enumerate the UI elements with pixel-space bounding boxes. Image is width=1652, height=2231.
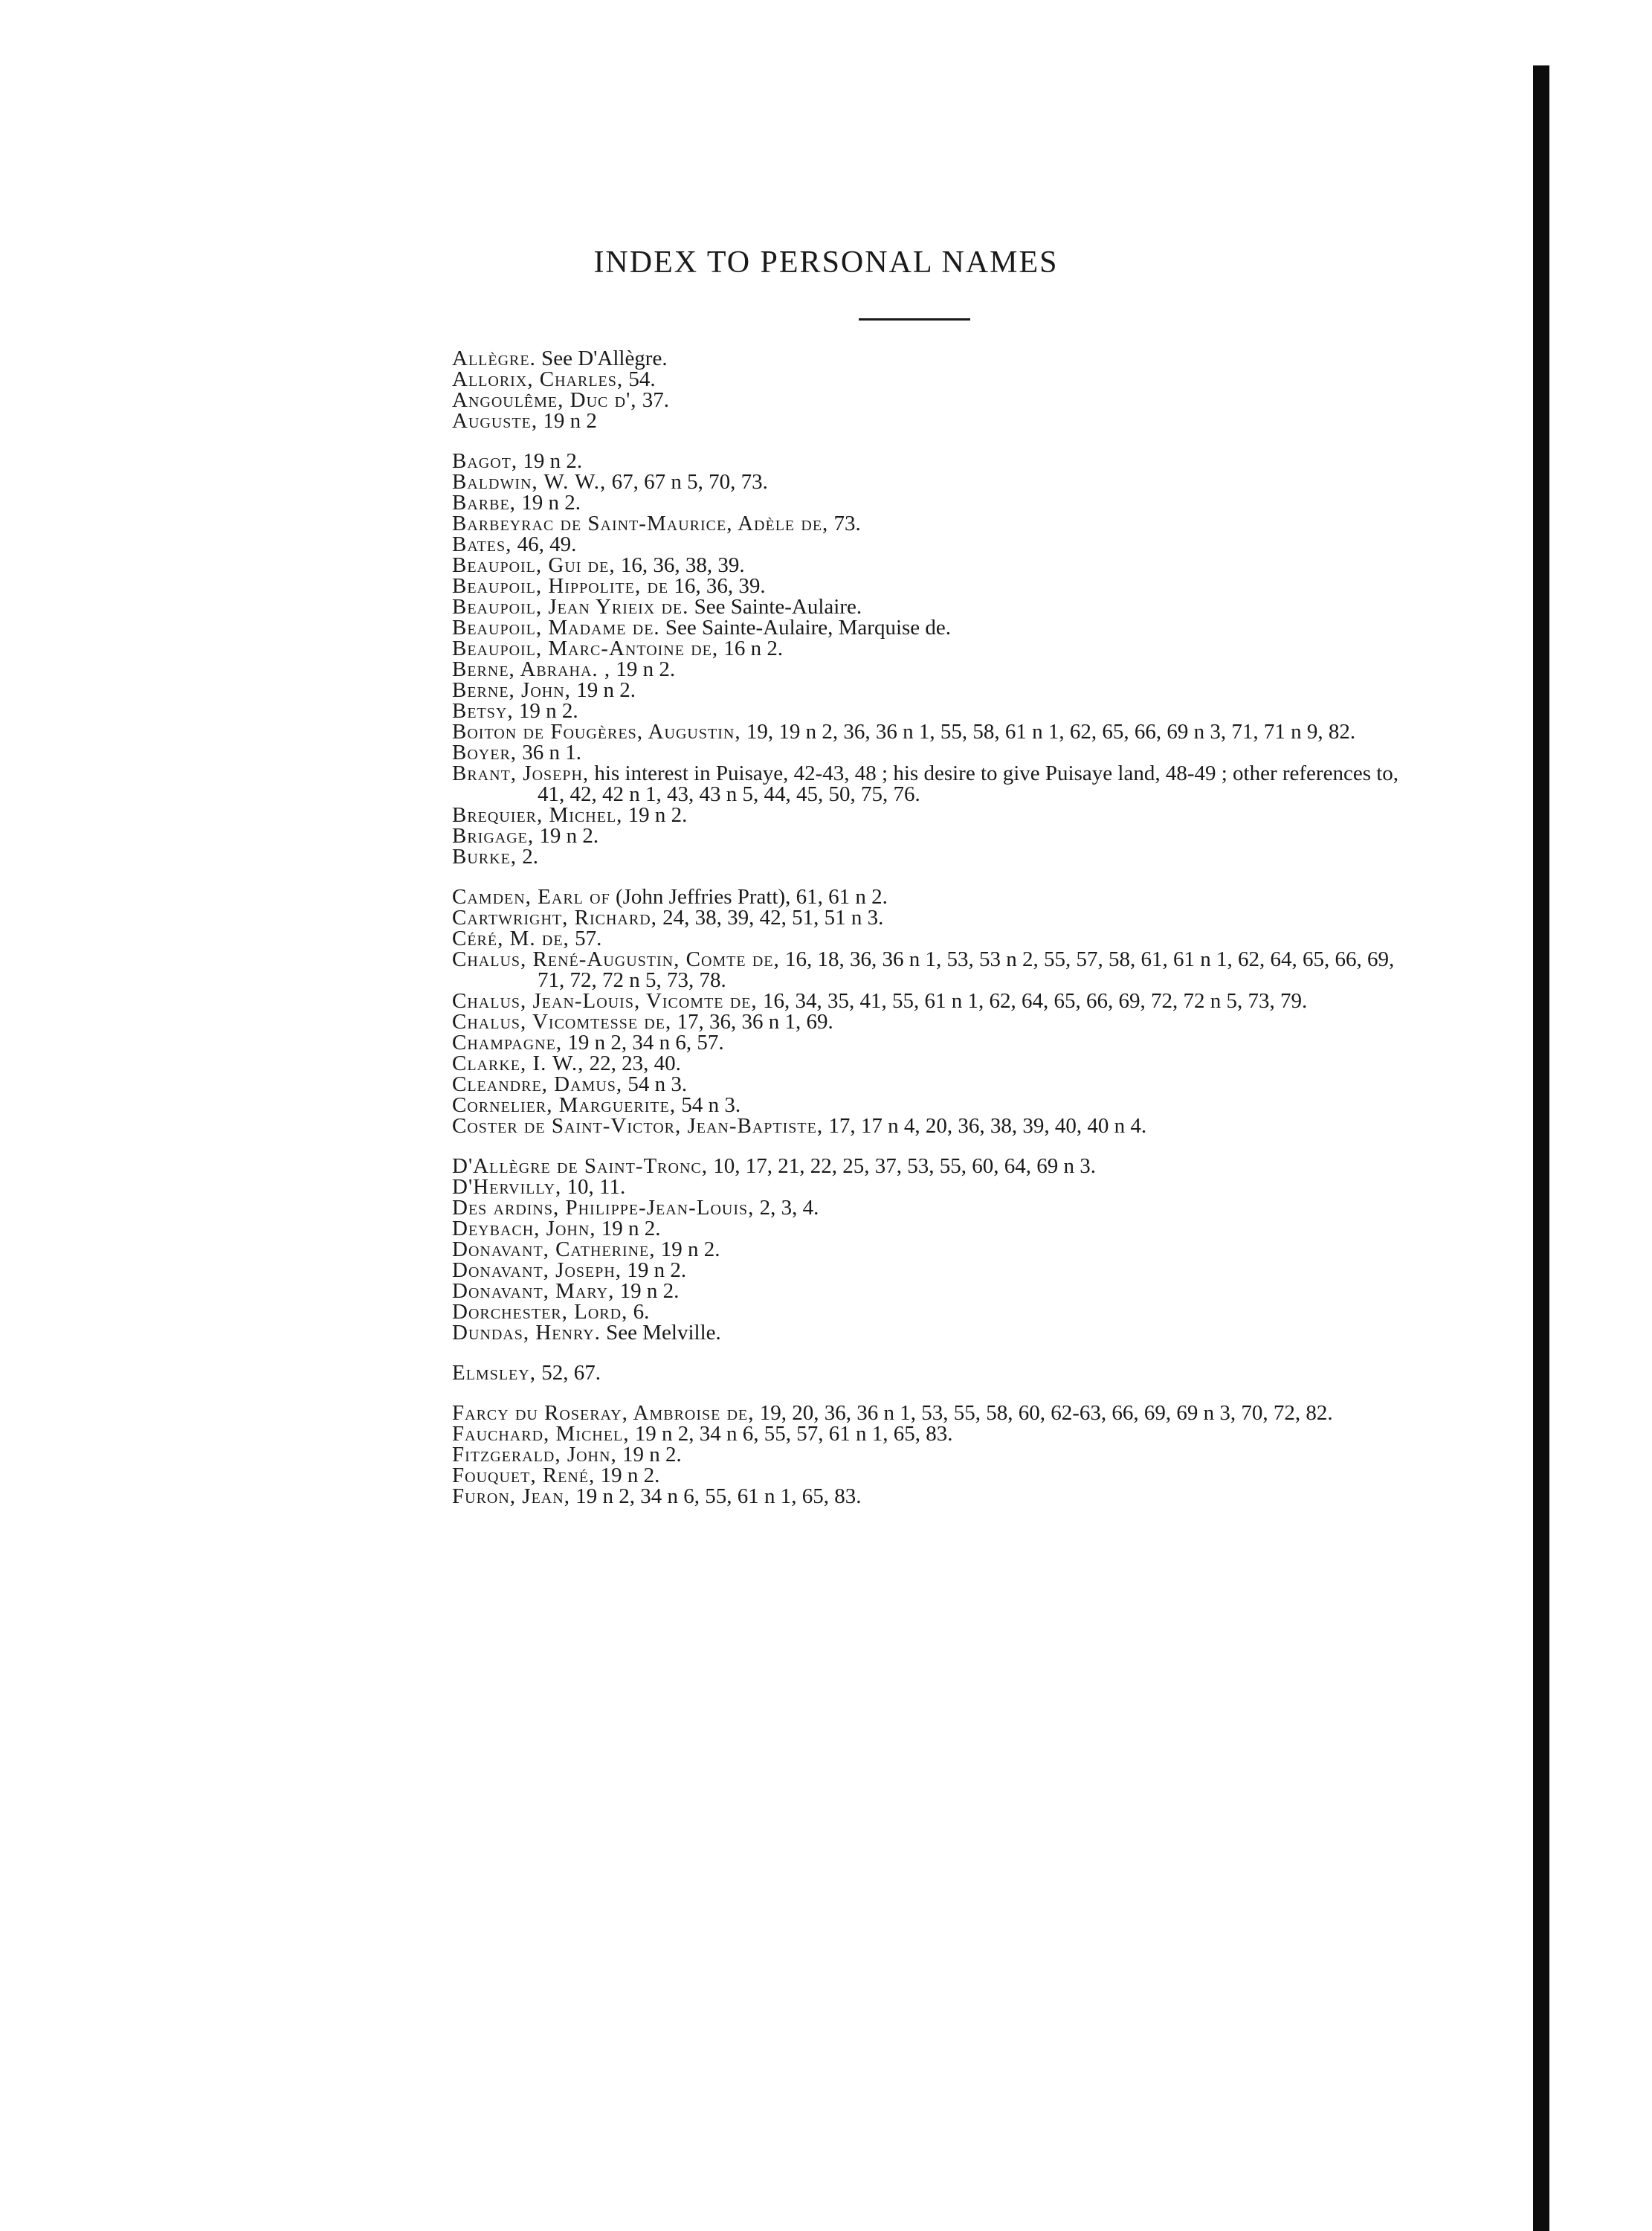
entry-references: See D'Allègre. — [535, 347, 668, 370]
entry-references: 19 n 2 — [538, 409, 597, 433]
index-entry — [452, 991, 1419, 1011]
entry-references: 37. — [636, 388, 670, 412]
entry-name: Boyer, — [452, 741, 517, 764]
index-entry — [452, 534, 1419, 555]
entry-name: Clarke, I. W., — [452, 1052, 584, 1075]
entry-name: Brigage, — [452, 824, 535, 848]
entry-references: 16 n 2. — [718, 637, 784, 660]
entry-name: Céré, M. de, — [452, 927, 570, 950]
entry-references: 19 n 2. — [513, 699, 578, 723]
entry-name: Baldwin, W. W., — [452, 470, 607, 494]
index-entry — [452, 1074, 1419, 1095]
entry-name: Allorix, Charles, — [452, 367, 624, 391]
entry-references: 19 n 2. — [616, 1443, 682, 1467]
index-entry — [452, 1095, 1419, 1116]
entry-references: See Sainte-Aulaire, Marquise de. — [659, 616, 952, 640]
index-entry — [452, 701, 1419, 721]
index-entry — [452, 721, 1419, 742]
entry-references: 19 n 2. — [622, 1258, 687, 1282]
entry-name: Chalus, Jean-Louis, Vicomte de, — [452, 989, 758, 1013]
entry-references: 67, 67 n 5, 70, 73. — [606, 470, 768, 494]
entry-name: Chalus, Vicomtesse de, — [452, 1010, 672, 1034]
entry-references: 54 n 3. — [676, 1093, 741, 1117]
entry-name: Brant, Joseph, — [452, 762, 590, 785]
entry-name: Berne, Abraha. , — [452, 657, 611, 681]
index-entry — [452, 825, 1419, 846]
index-entry — [452, 1423, 1419, 1444]
entry-references: 46, 49. — [512, 532, 577, 556]
index-entry — [452, 1260, 1419, 1281]
index-entry — [452, 638, 1419, 659]
index-entry — [452, 1197, 1419, 1218]
entry-references: 16, 18, 36, 36 n 1, 53, 53 n 2, 55, 57, 58, 61, 61 n 1, 62, 64, 65, 66, 69, 71, 72, 72 n 5, 73, 78. — [538, 947, 1395, 992]
entry-references: 2, 3, 4. — [754, 1196, 819, 1220]
entry-references: 19 n 2. — [534, 824, 599, 848]
entry-name: Donavant, Catherine, — [452, 1237, 656, 1261]
index-entry — [452, 555, 1419, 576]
entry-name: D'Hervilly, — [452, 1175, 562, 1199]
entry-name: Beaupoil, Hippolite, de — [452, 574, 669, 598]
index-entry — [452, 1011, 1419, 1032]
index-entry — [452, 596, 1419, 617]
entry-references: 6. — [627, 1300, 650, 1324]
index-entry — [452, 390, 1419, 411]
index-entry — [452, 1281, 1419, 1301]
index-entry — [452, 680, 1419, 701]
entry-name: Auguste, — [452, 409, 538, 433]
entry-references: 19 n 2. — [570, 678, 636, 702]
index-entry — [452, 1301, 1419, 1322]
entry-references: 16, 34, 35, 41, 55, 61 n 1, 62, 64, 65, 66, 69, 72, 72 n 5, 73, 79. — [757, 989, 1308, 1013]
page-title: INDEX TO PERSONAL NAMES — [593, 245, 1059, 280]
index-entry — [452, 348, 1419, 369]
entry-name: Furon, Jean, — [452, 1484, 570, 1508]
entry-references: (John Jeffries Pratt), 61, 61 n 2. — [610, 885, 888, 909]
index-group-a — [452, 348, 1419, 431]
entry-references: 54 n 3. — [622, 1072, 688, 1096]
entry-name: Fitzgerald, John, — [452, 1443, 617, 1467]
entry-references: 52, 67. — [535, 1361, 601, 1385]
entry-references: 19 n 2. — [614, 1279, 680, 1303]
entry-name: Bates, — [452, 532, 512, 556]
index-entry — [452, 949, 1419, 991]
entry-references: 10, 17, 21, 22, 25, 37, 53, 55, 60, 64, 69 n 3. — [708, 1154, 1097, 1178]
entry-references: 19 n 2. — [610, 657, 676, 681]
index-entry — [452, 928, 1419, 949]
index-entry — [452, 471, 1419, 492]
entry-name: Barbe, — [452, 491, 516, 515]
entry-references: 2. — [517, 845, 539, 869]
entry-name: Beaupoil, Jean Yrieix de. — [452, 595, 689, 619]
index-entry — [452, 451, 1419, 471]
entry-name: Betsy, — [452, 699, 514, 723]
entry-references: 19 n 2, 34 n 6, 55, 57, 61 n 1, 65, 83. — [629, 1422, 953, 1446]
entry-name: Fouquet, René, — [452, 1464, 596, 1487]
entry-name: Barbeyrac de Saint-Maurice, Adèle de, — [452, 512, 829, 535]
index-group-f — [452, 1403, 1419, 1507]
entry-name: Cleandre, Damus, — [452, 1072, 623, 1096]
entry-name: Cornelier, Marguerite, — [452, 1093, 677, 1117]
index-entry — [452, 907, 1419, 928]
entry-name: Dundas, Henry. — [452, 1321, 601, 1345]
entry-name: Chalus, René-Augustin, Comte de, — [452, 947, 780, 971]
index-entry — [452, 1322, 1419, 1343]
index-entry — [452, 1486, 1419, 1507]
entry-references: 10, 11. — [561, 1175, 626, 1199]
entry-references: 16, 36, 39. — [668, 574, 766, 598]
entry-name: D'Allègre de Saint-Tronc, — [452, 1154, 709, 1178]
index-group-e — [452, 1362, 1419, 1383]
entry-name: Beaupoil, Gui de, — [452, 553, 616, 577]
entry-name: Elmsley, — [452, 1361, 536, 1385]
entry-references: 19 n 2, 34 n 6, 57. — [562, 1031, 724, 1055]
entry-name: Camden, Earl of — [452, 885, 610, 909]
index-entry — [452, 742, 1419, 763]
entry-name: Donavant, Mary, — [452, 1279, 615, 1303]
index-entry — [452, 1032, 1419, 1053]
entry-name: Deybach, John, — [452, 1217, 596, 1240]
entry-name: Angoulême, Duc d', — [452, 388, 637, 412]
entry-name: Dorchester, Lord, — [452, 1300, 628, 1324]
index-entry — [452, 1403, 1419, 1423]
entry-references: 19 n 2. — [622, 803, 688, 827]
entry-references: 16, 36, 38, 39. — [615, 553, 745, 577]
entry-references: 19 n 2. — [595, 1464, 660, 1487]
entry-references: 19 n 2. — [655, 1237, 720, 1261]
index-entry — [452, 1116, 1419, 1136]
index-entry — [452, 1444, 1419, 1465]
index-entry — [452, 659, 1419, 680]
index-entry — [452, 846, 1419, 867]
index-entry — [452, 369, 1419, 390]
index-group-d — [452, 1156, 1419, 1343]
entry-name: Beaupoil, Madame de. — [452, 616, 660, 640]
index-entry — [452, 763, 1419, 805]
entry-references: 22, 23, 40. — [584, 1052, 681, 1075]
index-group-b — [452, 451, 1419, 867]
entry-references: See Melville. — [600, 1321, 721, 1345]
index-entry — [452, 513, 1419, 534]
entry-name: Champagne, — [452, 1031, 563, 1055]
entry-references: 17, 17 n 4, 20, 36, 38, 39, 40, 40 n 4. — [823, 1114, 1147, 1138]
index-entry — [452, 492, 1419, 513]
entry-references: 19 n 2. — [596, 1217, 661, 1240]
entry-references: 54. — [623, 367, 656, 391]
entry-references: 19, 19 n 2, 36, 36 n 1, 55, 58, 61 n 1, 62, 65, 66, 69 n 3, 71, 71 n 9, 82. — [741, 720, 1356, 744]
entry-name: Brequier, Michel, — [452, 803, 623, 827]
index-entry — [452, 1053, 1419, 1074]
entry-references: 24, 38, 39, 42, 51, 51 n 3. — [656, 906, 884, 930]
index-entry — [452, 617, 1419, 638]
entry-references: 36 n 1. — [517, 741, 582, 764]
index-list — [452, 348, 1419, 1526]
entry-name: Burke, — [452, 845, 517, 869]
entry-references: 57. — [569, 927, 602, 950]
entry-name: Coster de Saint-Victor, Jean-Baptiste, — [452, 1114, 824, 1138]
entry-references: 19 n 2. — [517, 449, 583, 473]
entry-name: Beaupoil, Marc-Antoine de, — [452, 637, 719, 660]
entry-references: 19 n 2. — [515, 491, 581, 515]
index-entry — [452, 1218, 1419, 1239]
title-rule — [859, 318, 970, 321]
index-entry — [452, 1239, 1419, 1260]
page-edge-shadow — [1533, 65, 1549, 2231]
entry-references: his interest in Puisaye, 42-43, 48 ; his desire to give Puisaye land, 48-49 ; other references to, 41, 42, 42 n 1, 43, 43 n 5, 44, 45, 50, 75, 76. — [538, 762, 1399, 806]
index-entry — [452, 1465, 1419, 1486]
entry-name: Allègre. — [452, 347, 536, 370]
entry-references: 17, 36, 36 n 1, 69. — [671, 1010, 833, 1034]
index-entry — [452, 576, 1419, 596]
entry-references: 19 n 2, 34 n 6, 55, 61 n 1, 65, 83. — [570, 1484, 862, 1508]
index-entry — [452, 805, 1419, 825]
index-entry — [452, 1362, 1419, 1383]
index-group-c — [452, 886, 1419, 1136]
entry-name: Boiton de Fougères, Augustin, — [452, 720, 741, 744]
entry-references: 19, 20, 36, 36 n 1, 53, 55, 58, 60, 62-63, 66, 69, 69 n 3, 70, 72, 82. — [754, 1401, 1333, 1425]
entry-name: Donavant, Joseph, — [452, 1258, 622, 1282]
entry-name: Bagot, — [452, 449, 518, 473]
entry-name: Farcy du Roseray, Ambroise de, — [452, 1401, 755, 1425]
entry-references: See Sainte-Aulaire. — [688, 595, 862, 619]
index-entry — [452, 1156, 1419, 1176]
index-entry — [452, 1176, 1419, 1197]
index-entry — [452, 886, 1419, 907]
entry-name: Des ardins, Philippe-Jean-Louis, — [452, 1196, 755, 1220]
entry-name: Fauchard, Michel, — [452, 1422, 630, 1446]
entry-references: 73. — [828, 512, 861, 535]
entry-name: Cartwright, Richard, — [452, 906, 657, 930]
index-entry — [452, 411, 1419, 431]
entry-name: Berne, John, — [452, 678, 571, 702]
